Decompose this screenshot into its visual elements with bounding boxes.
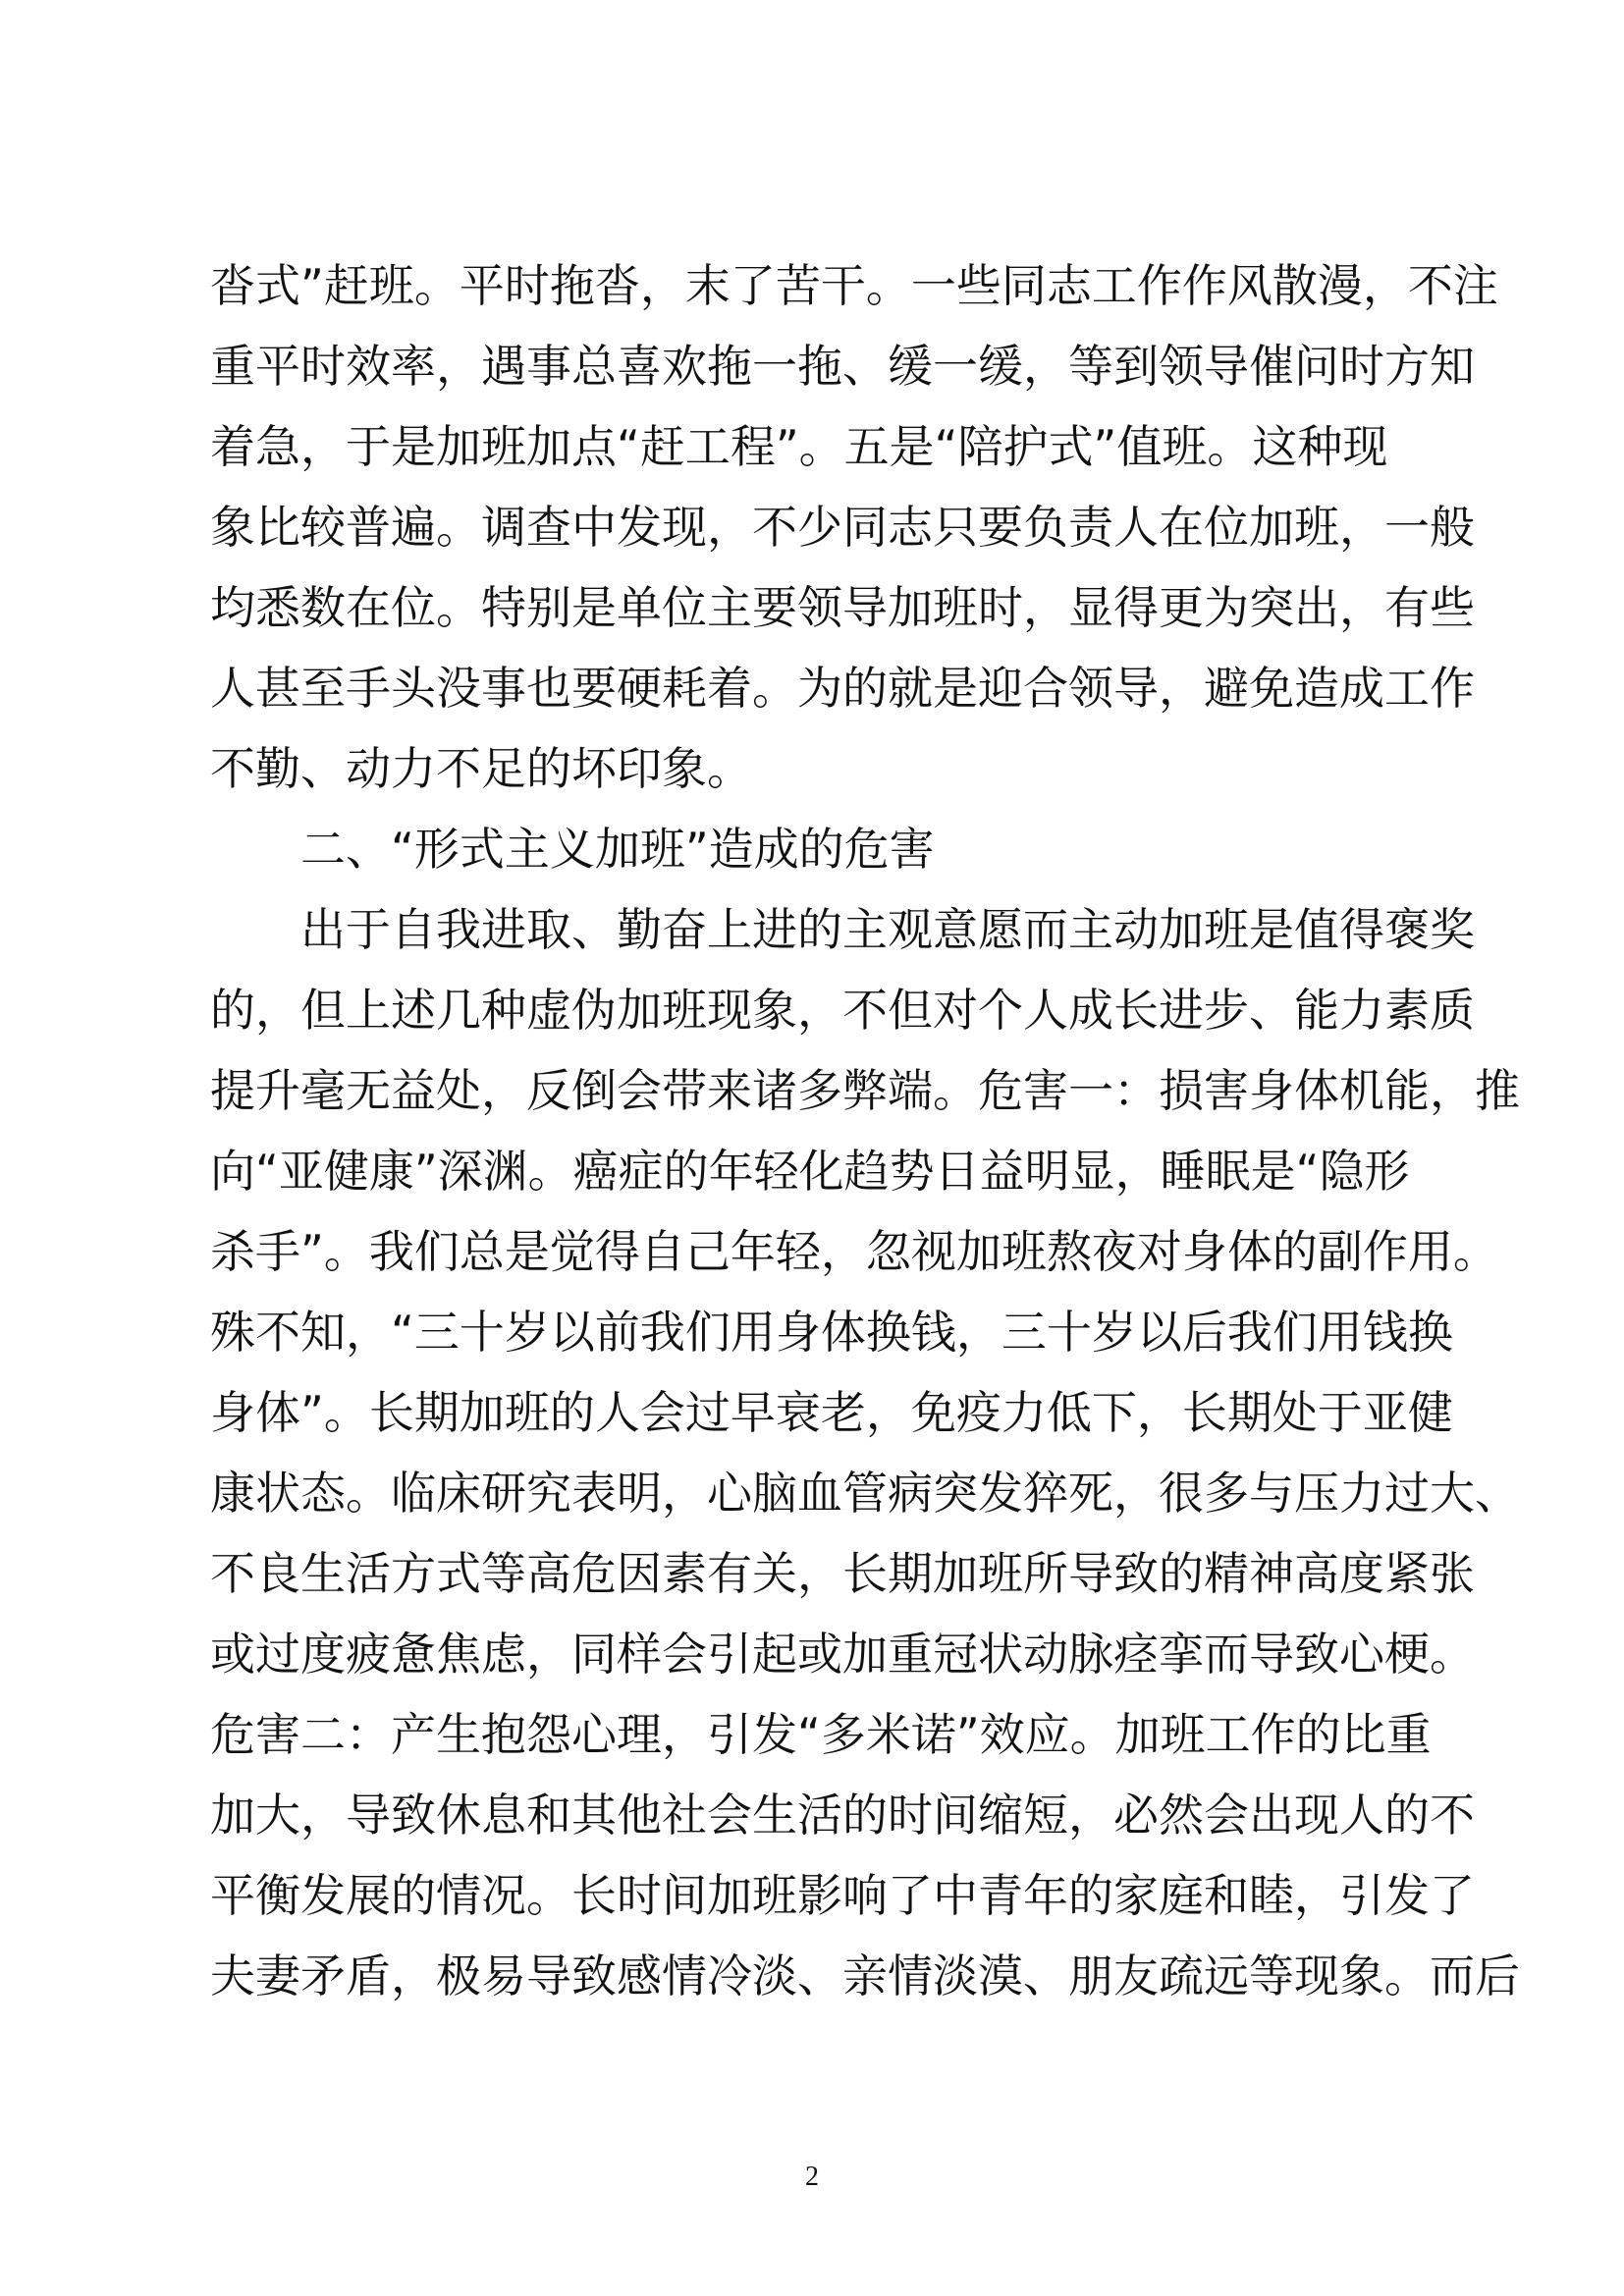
- body-text-line: 重平时效率，遇事总喜欢拖一拖、缓一缓，等到领导催问时方知: [210, 340, 1475, 393]
- body-text-line: 加大，导致休息和其他社会生活的时间缩短，必然会出现人的不: [210, 1789, 1475, 1842]
- body-text-line: 象比较普遍。调查中发现，不少同志只要负责人在位加班，一般: [210, 501, 1475, 554]
- body-text-line: 人甚至手头没事也要硬耗着。为的就是迎合领导，避免造成工作: [210, 662, 1475, 715]
- body-text-line: 身体”。长期加班的人会过早衰老，免疫力低下，长期处于亚健: [210, 1386, 1453, 1439]
- body-text-line: 夫妻矛盾，极易导致感情冷淡、亲情淡漠、朋友疏远等现象。而后: [210, 1949, 1520, 2002]
- section-heading: 二、“形式主义加班”造成的危害: [300, 823, 935, 876]
- body-text-line: 不良生活方式等高危因素有关，长期加班所导致的精神高度紧张: [210, 1547, 1475, 1600]
- body-text-line: 着急，于是加班加点“赶工程”。五是“陪护式”值班。这种现: [210, 420, 1388, 473]
- body-text-line: 出于自我进取、勤奋上进的主观意愿而主动加班是值得褒奖: [300, 903, 1475, 956]
- body-text-line: 康状态。临床研究表明，心脑血管病突发猝死，很多与压力过大、: [210, 1467, 1520, 1520]
- body-text-line: 杀手”。我们总是觉得自己年轻，忽视加班熬夜对身体的副作用。: [210, 1225, 1498, 1278]
- body-text-line: 提升毫无益处，反倒会带来诸多弊端。危害一：损害身体机能，推: [210, 1064, 1520, 1117]
- body-text-line: 殊不知，“三十岁以前我们用身体换钱，三十岁以后我们用钱换: [210, 1306, 1453, 1359]
- page-number: 2: [805, 2162, 819, 2192]
- body-text-line: 不勤、动力不足的坏印象。: [210, 742, 752, 795]
- body-text-line: 危害二：产生抱怨心理，引发“多米诺”效应。加班工作的比重: [210, 1708, 1432, 1761]
- body-text-line: 沓式”赶班。平时拖沓，末了苦干。一些同志工作作风散漫，不注: [210, 259, 1498, 312]
- body-text-line: 向“亚健康”深渊。癌症的年轻化趋势日益明显，睡眠是“隐形: [210, 1145, 1410, 1198]
- body-text-line: 平衡发展的情况。长时间加班影响了中青年的家庭和睦，引发了: [210, 1869, 1475, 1922]
- body-text-line: 的，但上述几种虚伪加班现象，不但对个人成长进步、能力素质: [210, 984, 1475, 1037]
- body-text-line: 均悉数在位。特别是单位主要领导加班时，显得更为突出，有些: [210, 581, 1475, 634]
- body-text-line: 或过度疲惫焦虑，同样会引起或加重冠状动脉痉挛而导致心梗。: [210, 1628, 1475, 1681]
